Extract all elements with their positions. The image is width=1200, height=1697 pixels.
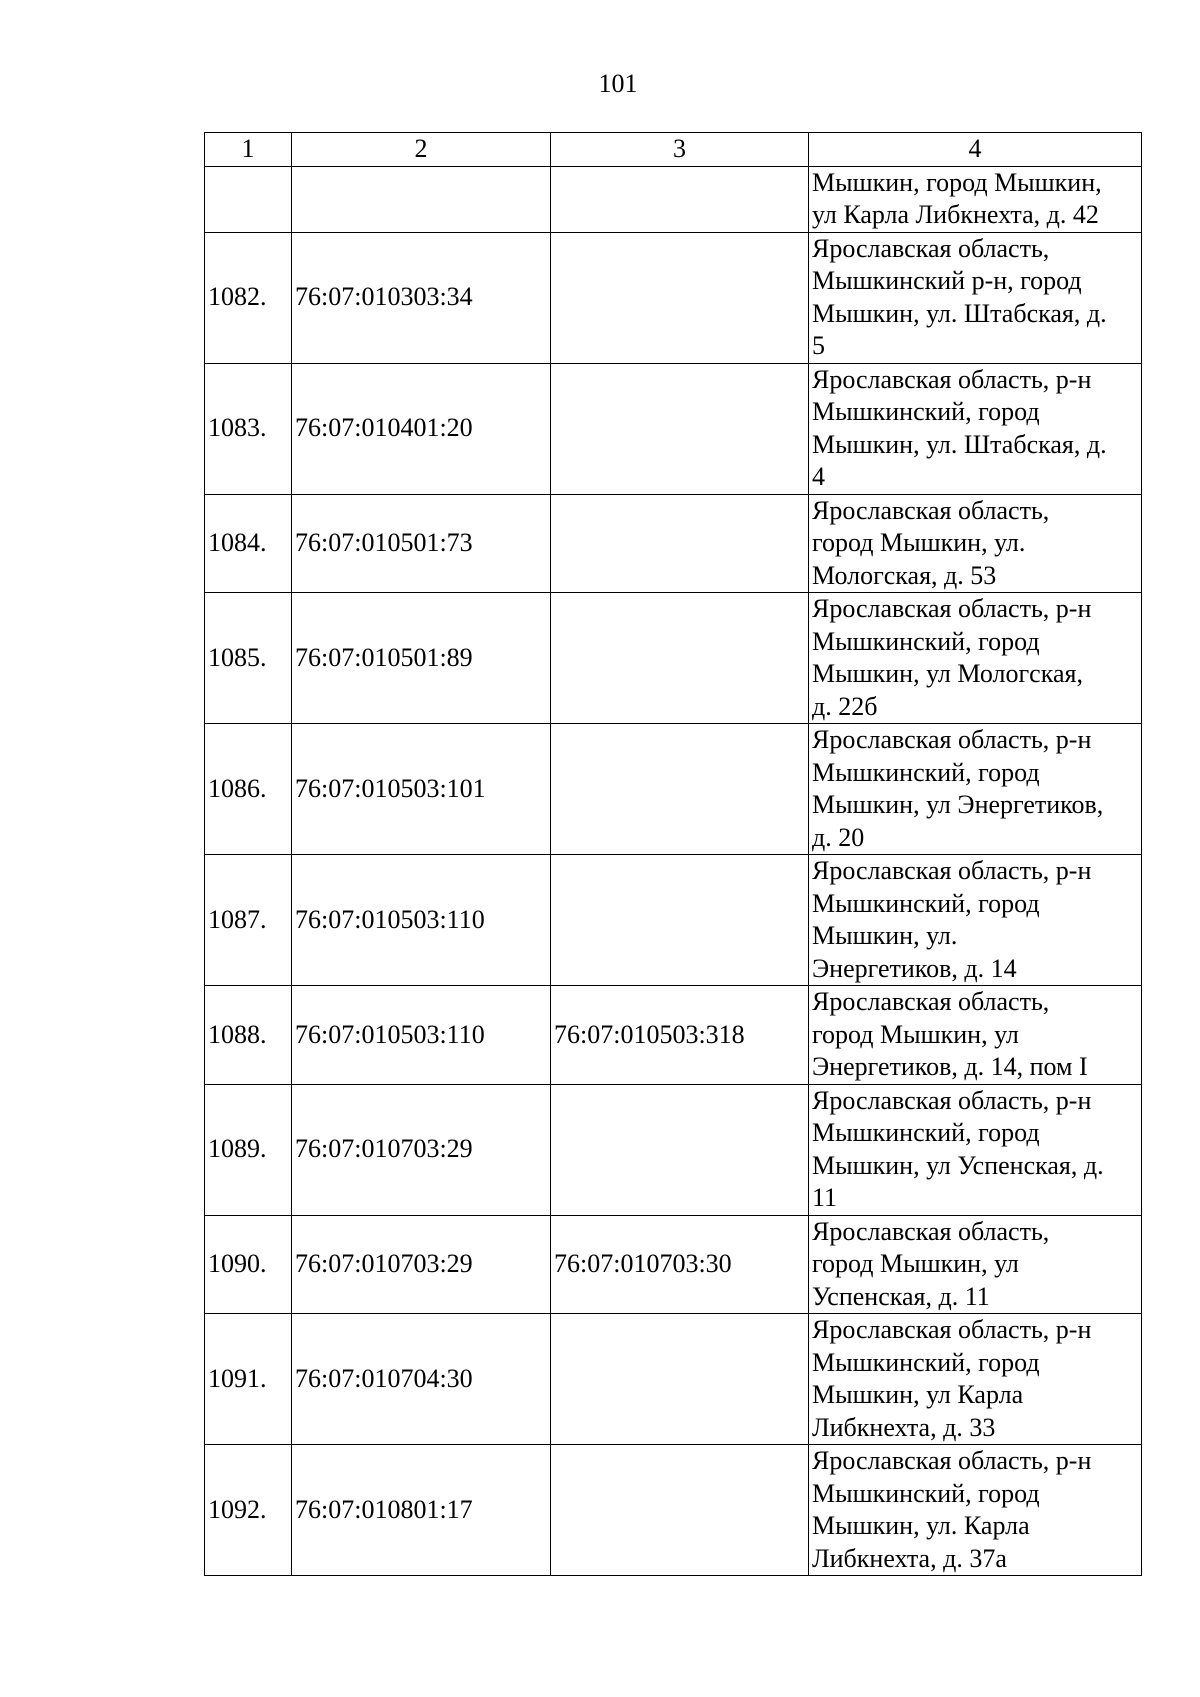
- address-cell: [809, 232, 1142, 363]
- address-line: Мышкинский, город: [812, 888, 1040, 918]
- address-line: Энергетиков, д. 14, пом I: [812, 1052, 1088, 1081]
- address-cell: [809, 593, 1142, 724]
- sub-cadastral-number-cell: [551, 593, 809, 724]
- cadastral-number-cell: 76:07:010303:34: [292, 232, 551, 363]
- row-number-cell: 1091.: [205, 1314, 292, 1445]
- row-number-cell: 1088.: [205, 986, 292, 1085]
- address-line: д. 20: [812, 822, 865, 852]
- sub-cadastral-number-cell: 76:07:010503:318: [551, 986, 809, 1085]
- sub-cadastral-number-cell: [551, 724, 809, 855]
- row-number-cell: 1087.: [205, 855, 292, 986]
- address-line: Мышкин, ул.: [812, 921, 958, 950]
- address-cell: [809, 166, 1142, 232]
- address-line: Мышкинский, город: [812, 397, 1040, 426]
- table-row: [205, 363, 1142, 494]
- registry-table: [204, 132, 1142, 1576]
- address-line: 4: [812, 462, 825, 491]
- column-header: 1: [205, 133, 292, 167]
- address-cell: [809, 1084, 1142, 1215]
- table-row: [205, 166, 1142, 232]
- address-line: Ярославская область, р-н: [812, 364, 1092, 394]
- cadastral-number-cell: 76:07:010503:110: [292, 855, 551, 986]
- address-line: Мышкинский р-н, город: [812, 266, 1082, 295]
- address-line: Мышкин, ул Карла: [812, 1380, 1024, 1409]
- address-cell: [809, 724, 1142, 855]
- cadastral-number-cell: 76:07:010703:29: [292, 1084, 551, 1215]
- address-line: Ярославская область,: [812, 233, 1050, 263]
- cadastral-number-cell: 76:07:010503:101: [292, 724, 551, 855]
- row-number-cell: [205, 166, 292, 232]
- address-cell: [809, 1314, 1142, 1445]
- address-line: Ярославская область,: [812, 1216, 1050, 1246]
- table-row: [205, 1215, 1142, 1314]
- address-line: город Мышкин, ул: [812, 1019, 1019, 1049]
- address-line: Ярославская область, р-н: [812, 1315, 1092, 1344]
- address-cell: [809, 855, 1142, 986]
- row-number-cell: 1090.: [205, 1215, 292, 1314]
- table-row: [205, 1445, 1142, 1576]
- cadastral-number-cell: 76:07:010501:89: [292, 593, 551, 724]
- sub-cadastral-number-cell: [551, 1314, 809, 1445]
- address-line: д. 22б: [812, 691, 878, 721]
- address-line: Мышкинский, город: [812, 1118, 1040, 1147]
- sub-cadastral-number-cell: [551, 166, 809, 232]
- row-number-cell: 1092.: [205, 1445, 292, 1576]
- address-line: 5: [812, 331, 825, 360]
- row-number-cell: 1083.: [205, 363, 292, 494]
- address-line: Либкнехта, д. 37а: [812, 1543, 1007, 1573]
- cadastral-number-cell: 76:07:010501:73: [292, 494, 551, 593]
- address-line: 11: [812, 1183, 838, 1212]
- row-number-cell: 1086.: [205, 724, 292, 855]
- address-cell: [809, 1215, 1142, 1314]
- address-line: Успенская, д. 11: [812, 1281, 990, 1311]
- address-line: Мологская, д. 53: [812, 560, 997, 590]
- table-row: [205, 1314, 1142, 1445]
- column-header: 2: [292, 133, 551, 167]
- address-line: Мышкин, ул. Штабская, д.: [812, 429, 1107, 459]
- table-row: [205, 494, 1142, 593]
- address-line: Мышкин, ул. Карла: [812, 1511, 1030, 1540]
- address-line: Ярославская область, р-н: [812, 1085, 1092, 1115]
- column-header: 3: [551, 133, 809, 167]
- address-line: Мышкинский, город: [812, 757, 1040, 787]
- cadastral-number-cell: 76:07:010703:29: [292, 1215, 551, 1314]
- address-line: Мышкин, ул Энергетиков,: [812, 790, 1104, 819]
- sub-cadastral-number-cell: [551, 363, 809, 494]
- cadastral-number-cell: 76:07:010503:110: [292, 986, 551, 1085]
- table-row: [205, 724, 1142, 855]
- address-line: Мышкинский, город: [812, 1347, 1040, 1377]
- cadastral-number-cell: [292, 166, 551, 232]
- address-line: ул Карла Либкнехта, д. 42: [812, 200, 1099, 229]
- row-number-cell: 1089.: [205, 1084, 292, 1215]
- row-number-cell: 1085.: [205, 593, 292, 724]
- address-line: город Мышкин, ул.: [812, 528, 1026, 557]
- sub-cadastral-number-cell: [551, 855, 809, 986]
- address-line: Ярославская область,: [812, 495, 1050, 525]
- address-cell: [809, 986, 1142, 1085]
- address-line: Либкнехта, д. 33: [812, 1412, 996, 1442]
- sub-cadastral-number-cell: [551, 232, 809, 363]
- page-number: 101: [598, 69, 638, 98]
- sub-cadastral-number-cell: [551, 1445, 809, 1576]
- address-line: город Мышкин, ул: [812, 1249, 1019, 1278]
- address-cell: [809, 363, 1142, 494]
- address-line: Ярославская область, р-н: [812, 1446, 1092, 1475]
- address-line: Мышкин, город Мышкин,: [812, 167, 1102, 197]
- table-row: [205, 1084, 1142, 1215]
- address-line: Ярославская область,: [812, 987, 1050, 1016]
- table-row: [205, 986, 1142, 1085]
- row-number-cell: 1084.: [205, 494, 292, 593]
- address-line: Мышкин, ул. Штабская, д.: [812, 298, 1107, 328]
- address-line: Мышкин, ул Мологская,: [812, 659, 1083, 688]
- sub-cadastral-number-cell: [551, 1084, 809, 1215]
- cadastral-number-cell: 76:07:010704:30: [292, 1314, 551, 1445]
- table-row: [205, 855, 1142, 986]
- cadastral-number-cell: 76:07:010401:20: [292, 363, 551, 494]
- address-cell: [809, 1445, 1142, 1576]
- sub-cadastral-number-cell: 76:07:010703:30: [551, 1215, 809, 1314]
- address-line: Мышкин, ул Успенская, д.: [812, 1150, 1104, 1180]
- header-row: [205, 133, 1142, 167]
- address-line: Ярославская область, р-н: [812, 725, 1092, 754]
- address-cell: [809, 494, 1142, 593]
- address-line: Энергетиков, д. 14: [812, 953, 1017, 983]
- table-row: [205, 232, 1142, 363]
- address-line: Ярославская область, р-н: [812, 856, 1092, 885]
- row-number-cell: 1082.: [205, 232, 292, 363]
- address-line: Ярославская область, р-н: [812, 594, 1092, 623]
- sub-cadastral-number-cell: [551, 494, 809, 593]
- address-line: Мышкинский, город: [812, 626, 1040, 656]
- table-row: [205, 593, 1142, 724]
- column-header: 4: [809, 133, 1142, 167]
- cadastral-number-cell: 76:07:010801:17: [292, 1445, 551, 1576]
- address-line: Мышкинский, город: [812, 1478, 1040, 1508]
